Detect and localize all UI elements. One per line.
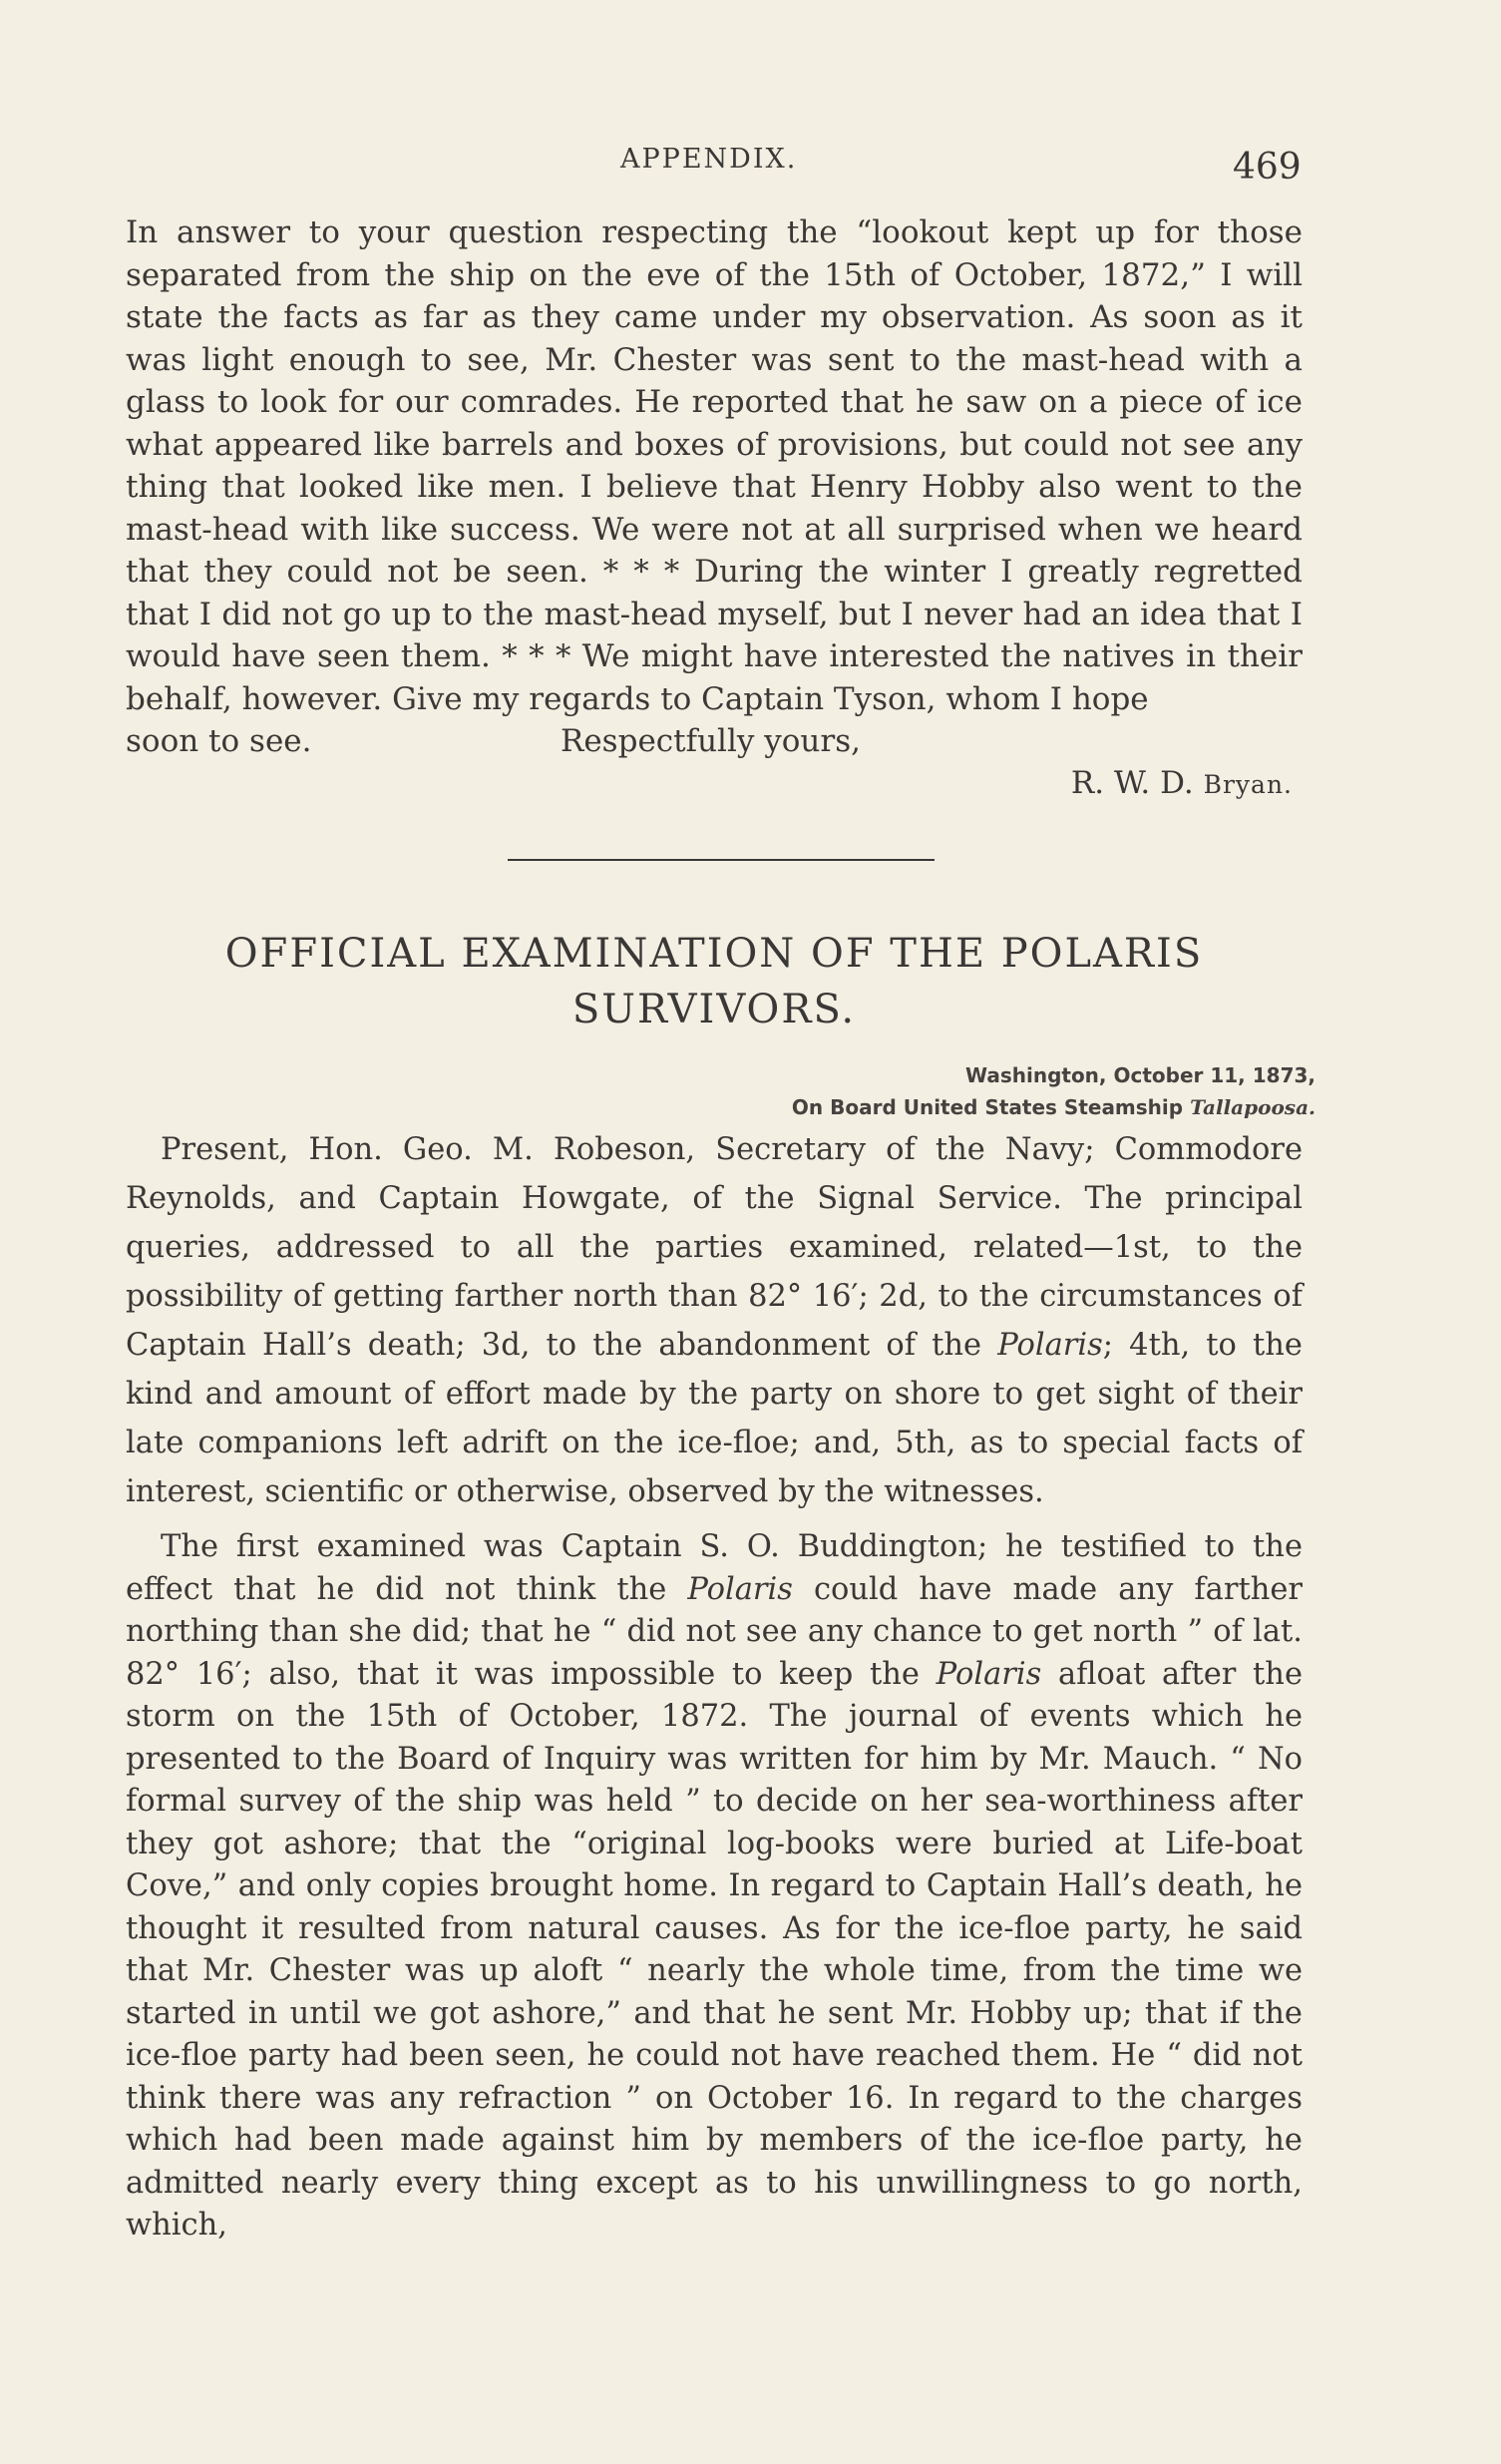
signature-surname: Bryan. bbox=[1203, 770, 1293, 799]
closing-phrase: soon to see. bbox=[126, 723, 312, 759]
dateline bbox=[418, 1059, 1315, 1123]
letter-paragraph: In answer to your question respecting the “lookout kept up for those separated from the ship on the eve of the 15th of October, 1872,” I will state the facts as far as they came under my observation. As soon as it was light enough to see, Mr. Chester was sent to the mast-head with a glass to look for our comrades. He reported that he saw on a piece of ice what appeared like barrels and boxes of provisions, but could not see any thing that looked like men. I believe that Henry Hobby also went to the mast-head with like success. We were not at all surprised when we heard that they could not be seen. * * * During the winter I greatly regretted that I did not go up to the mast-head myself, but I never had an idea that I would have seen them. * * * We might have interested the natives in their behalf, however. Give my regards to Captain Tyson, whom I hope bbox=[126, 214, 1303, 717]
paragraph-present bbox=[126, 1125, 1303, 1516]
dateline-location bbox=[418, 1091, 1315, 1123]
paragraph-buddington bbox=[126, 1526, 1303, 2248]
ship-name: Polaris bbox=[936, 1656, 1042, 1692]
running-head: APPENDIX. bbox=[620, 144, 798, 175]
valediction: Respectfully yours, bbox=[561, 723, 861, 759]
page-number: 469 bbox=[1233, 147, 1302, 188]
paragraph-text: could have made any farther northing than she did; that he “ did not see any chance to get north ” of lat. 82° 16′; also, that it was impossible to keep the bbox=[126, 1571, 1303, 1692]
signature bbox=[126, 762, 1303, 807]
paragraph-text: The first examined was Captain S. O. Buddington; he testified to the effect that he did not think the bbox=[126, 1529, 1303, 1607]
section-title: OFFICIAL EXAMINATION OF THE POLARIS SURVIVORS. bbox=[224, 931, 1204, 1032]
dateline-ship-name: Tallapoosa. bbox=[1190, 1095, 1315, 1119]
examination-body bbox=[126, 1125, 1303, 2248]
ship-name: Polaris bbox=[997, 1328, 1103, 1363]
signature-initials: R. W. D. bbox=[1070, 765, 1204, 801]
dateline-date: Washington, October 11, 1873, bbox=[964, 1063, 1315, 1087]
letter-excerpt bbox=[126, 211, 1303, 807]
page-header bbox=[0, 142, 1501, 202]
paragraph-text: Present, Hon. Geo. M. Robeson, Secretary of the Navy; Commodore Reynolds, and Captain Howgate, of the Signal Service. The principal queries, addressed to all the parties examined, related—1st, to the possibility of getting farther north than 82° 16′; 2d, to the circumstances of Captain Hall’s death; 3d, to the abandonment of the bbox=[126, 1132, 1303, 1363]
section-divider bbox=[508, 859, 935, 861]
ship-name: Polaris bbox=[687, 1571, 793, 1607]
letter-closing bbox=[126, 720, 1303, 762]
paragraph-text: afloat after the storm on the 15th of October, 1872. The journal of events which he presented to the Board of Inquiry was written for him by Mr. Mauch. “ No formal survey of the ship was held ” to decide on her sea-worthiness after they got ashore; that the “original log-books were buried at Life-boat Cove,” and only copies brought home. In regard to Captain Hall’s death, he thought it resulted from natural causes. As for the ice-floe party, he said that Mr. Chester was up aloft “ nearly the whole time, from the time we started in until we got ashore,” and that he sent Mr. Hobby up; that if the ice-floe party had been seen, he could not have reached them. He “ did not think there was any refraction ” on October 16. In regard to the charges which had been made against him by members of the ice-floe party, he admitted nearly every thing except as to his unwillingness to go north, which, bbox=[126, 1656, 1303, 2243]
dateline-location-prefix: On Board United States Steamship bbox=[791, 1095, 1191, 1119]
paragraph-text: ; 4th, to the kind and amount of effort made by the party on shore to get sight of their late companions left adrift on the ice-floe; and, 5th, as to special facts of interest, scientific or otherwise, observed by the witnesses. bbox=[126, 1328, 1303, 1509]
